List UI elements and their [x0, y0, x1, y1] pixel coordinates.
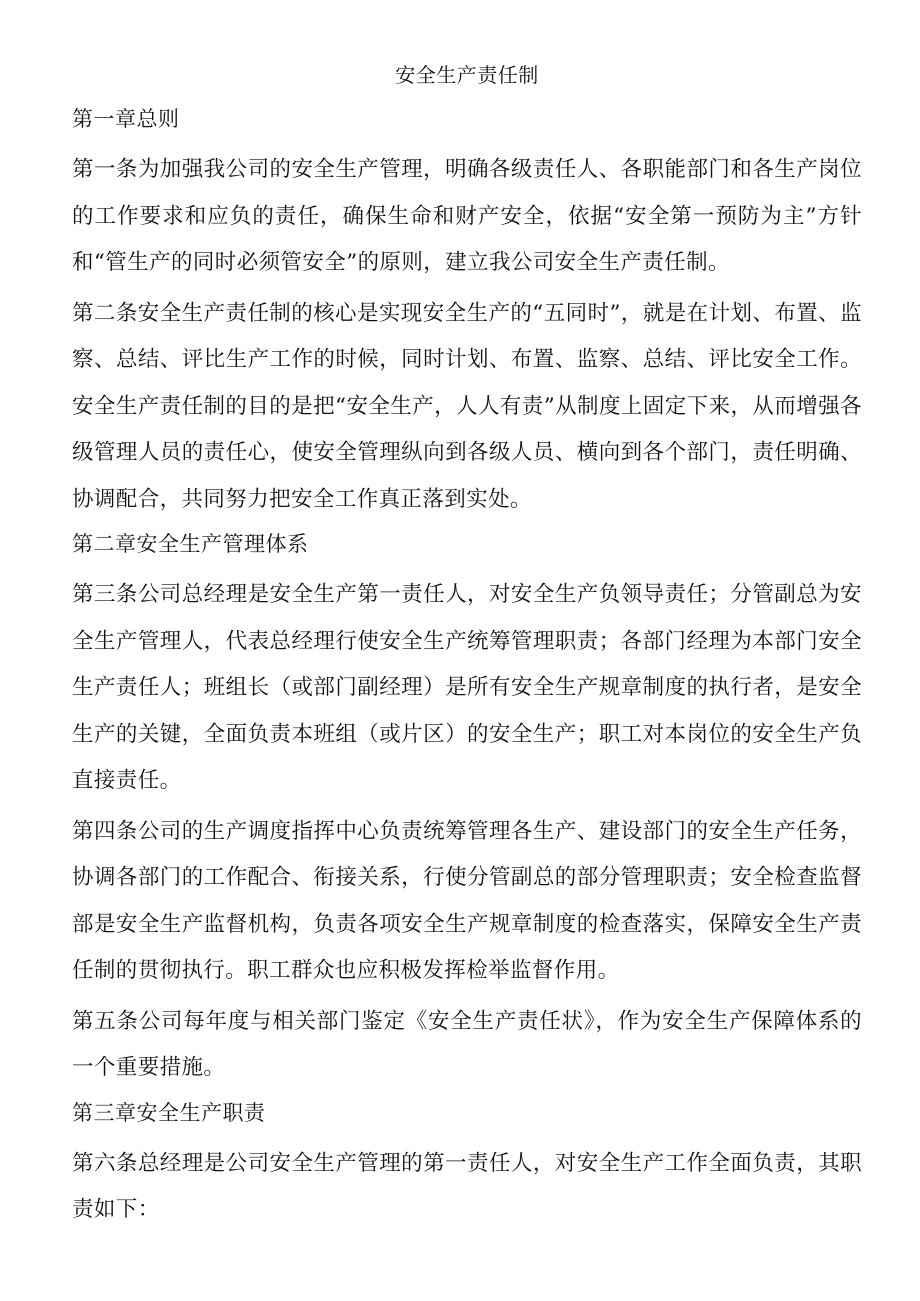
- article-3: 第三条公司总经理是安全生产第一责任人，对安全生产负领导责任；分管副总为安全生产管理人，代表总经理行使安全生产统筹管理职责；各部门经理为本部门安全生产责任人；班组长（或部门副经理）是所有安全生产规章制度的执行者，是安全生产的关键，全面负责本班组（或片区）的安全生产；职工对本岗位的安全生产负直接责任。: [72, 582, 862, 793]
- article-5: 第五条公司每年度与相关部门鉴定《安全生产责任状》，作为安全生产保障体系的一个重要措施。: [72, 1008, 862, 1080]
- document-title: 安全生产责任制: [395, 63, 539, 87]
- document-page: [72, 60, 862, 1238]
- article-4: 第四条公司的生产调度指挥中心负责统筹管理各生产、建设部门的安全生产任务，协调各部门的工作配合、衔接关系，行使分管副总的部分管理职责；安全检查监督部是安全生产监督机构，负责各项安全生产规章制度的检查落实，保障安全生产责任制的贯彻执行。职工群众也应积极发挥检举监督作用。: [72, 818, 862, 983]
- article-2: 第二条安全生产责任制的核心是实现安全生产的“五同时”，就是在计划、布置、监察、总结、评比生产工作的时候，同时计划、布置、监察、总结、评比安全工作。安全生产责任制的目的是把“安全生产，人人有责”从制度上固定下来，从而增强各级管理人员的责任心，使安全管理纵向到各级人员、横向到各个部门，责任明确、协调配合，共同努力把安全工作真正落到实处。: [72, 300, 862, 512]
- chapter-1-heading: 第一章总则: [72, 107, 180, 131]
- chapter-3-heading: 第三章安全生产职责: [72, 1100, 266, 1125]
- chapter-2-heading: 第二章安全生产管理体系: [72, 532, 309, 556]
- article-1: 第一条为加强我公司的安全生产管理，明确各级责任人、各职能部门和各生产岗位的工作要求和应负的责任，确保生命和财产安全，依据“安全第一预防为主”方针和“管生产的同时必须管安全”的原则，建立我公司安全生产责任制。: [72, 157, 862, 275]
- article-6: 第六条总经理是公司安全生产管理的第一责任人，对安全生产工作全面负责，其职责如下：: [72, 1150, 862, 1222]
